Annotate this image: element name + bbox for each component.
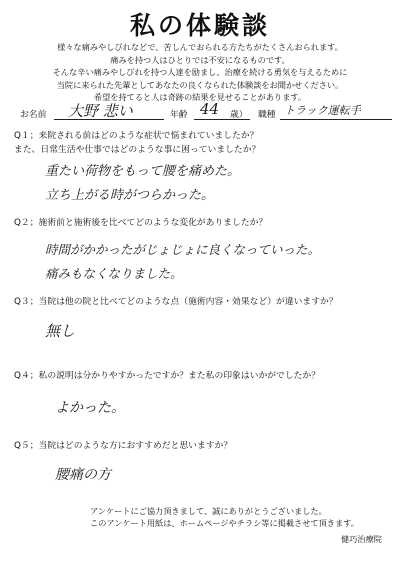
answer-4-line-1: よかった。 [55,400,125,416]
intro-line: 痛みを持つ人はひとりでは不安になるものです。 [110,54,290,65]
answer-1-line-2: 立ち上がる時がつらかった。 [45,188,215,203]
job-handwritten: トラック運転手 [284,104,361,117]
page-title: 私の体験談 [129,11,270,40]
answer-3-line-1: 無し [45,322,76,340]
question-1-line-2: また、日常生活や仕事ではどのような事に困っていましたか？ [14,144,261,155]
closing-text [90,506,359,529]
name-label: お名前 [20,110,47,120]
question-3 [14,296,338,310]
answer-1-line-1: 重たい荷物をもって腰を痛めた。 [45,164,241,179]
age-unit: 歳） [230,110,248,120]
intro-line: 当院に来られた先輩としてあなたの良くなられた体験談をお聞かせください。 [56,79,344,90]
answer-5-line-1: 腰痛の方 [55,467,111,483]
question-1 [14,130,260,157]
closing-line: このアンケート用紙は、ホームページやチラシ等に掲載させて頂きます。 [90,517,359,528]
job-label: 職種 [258,110,276,120]
respondent-info-row [14,100,394,122]
question-5-line-1: Q５；当院はどのような方におすすめだと思いますか？ [14,441,233,451]
age-label: 年齢 [170,110,188,120]
question-4 [14,370,320,384]
intro-text [0,41,400,104]
intro-line: 様々な痛みやしびれなどで、苦しんでおられる方たちがたくさんおられます。 [57,42,343,52]
name-handwritten: 大野 悲い [68,102,133,120]
question-2-line-1: Q２；施術前と施術後を比べてどのような変化がありましたか？ [14,218,268,228]
clinic-name: 健巧治療院 [341,534,382,544]
question-4-line-1: Q４；私の説明は分かりやすかったですか？また私の印象はいかがでしたか？ [14,371,321,381]
question-2 [14,217,267,231]
age-handwritten: 44 [200,100,220,118]
question-3-line-1: Q３；当院は他の院と比べてどのような点（施術内容・効果など）が違いますか？ [14,297,338,307]
answer-2-line-1: 時間がかかったがじょじょに良くなっていった。 [45,242,321,257]
job-underline [280,119,392,120]
intro-line: そんな辛い痛みやしびれを持つ人達を励まし、治療を続ける勇気を与えるために [52,67,348,78]
closing-line: アンケートにご協力頂きまして、誠にありがとうございました。 [90,506,327,516]
answer-2-line-2: 痛みもなくなりました。 [45,266,183,281]
question-5 [14,440,232,454]
intro-line: 希望を持てると人は奇跡の結果を見せることがあります。 [93,92,307,103]
question-1-line-1: Q１；来院される前はどのような症状で悩まれていましたか？ [14,131,259,141]
